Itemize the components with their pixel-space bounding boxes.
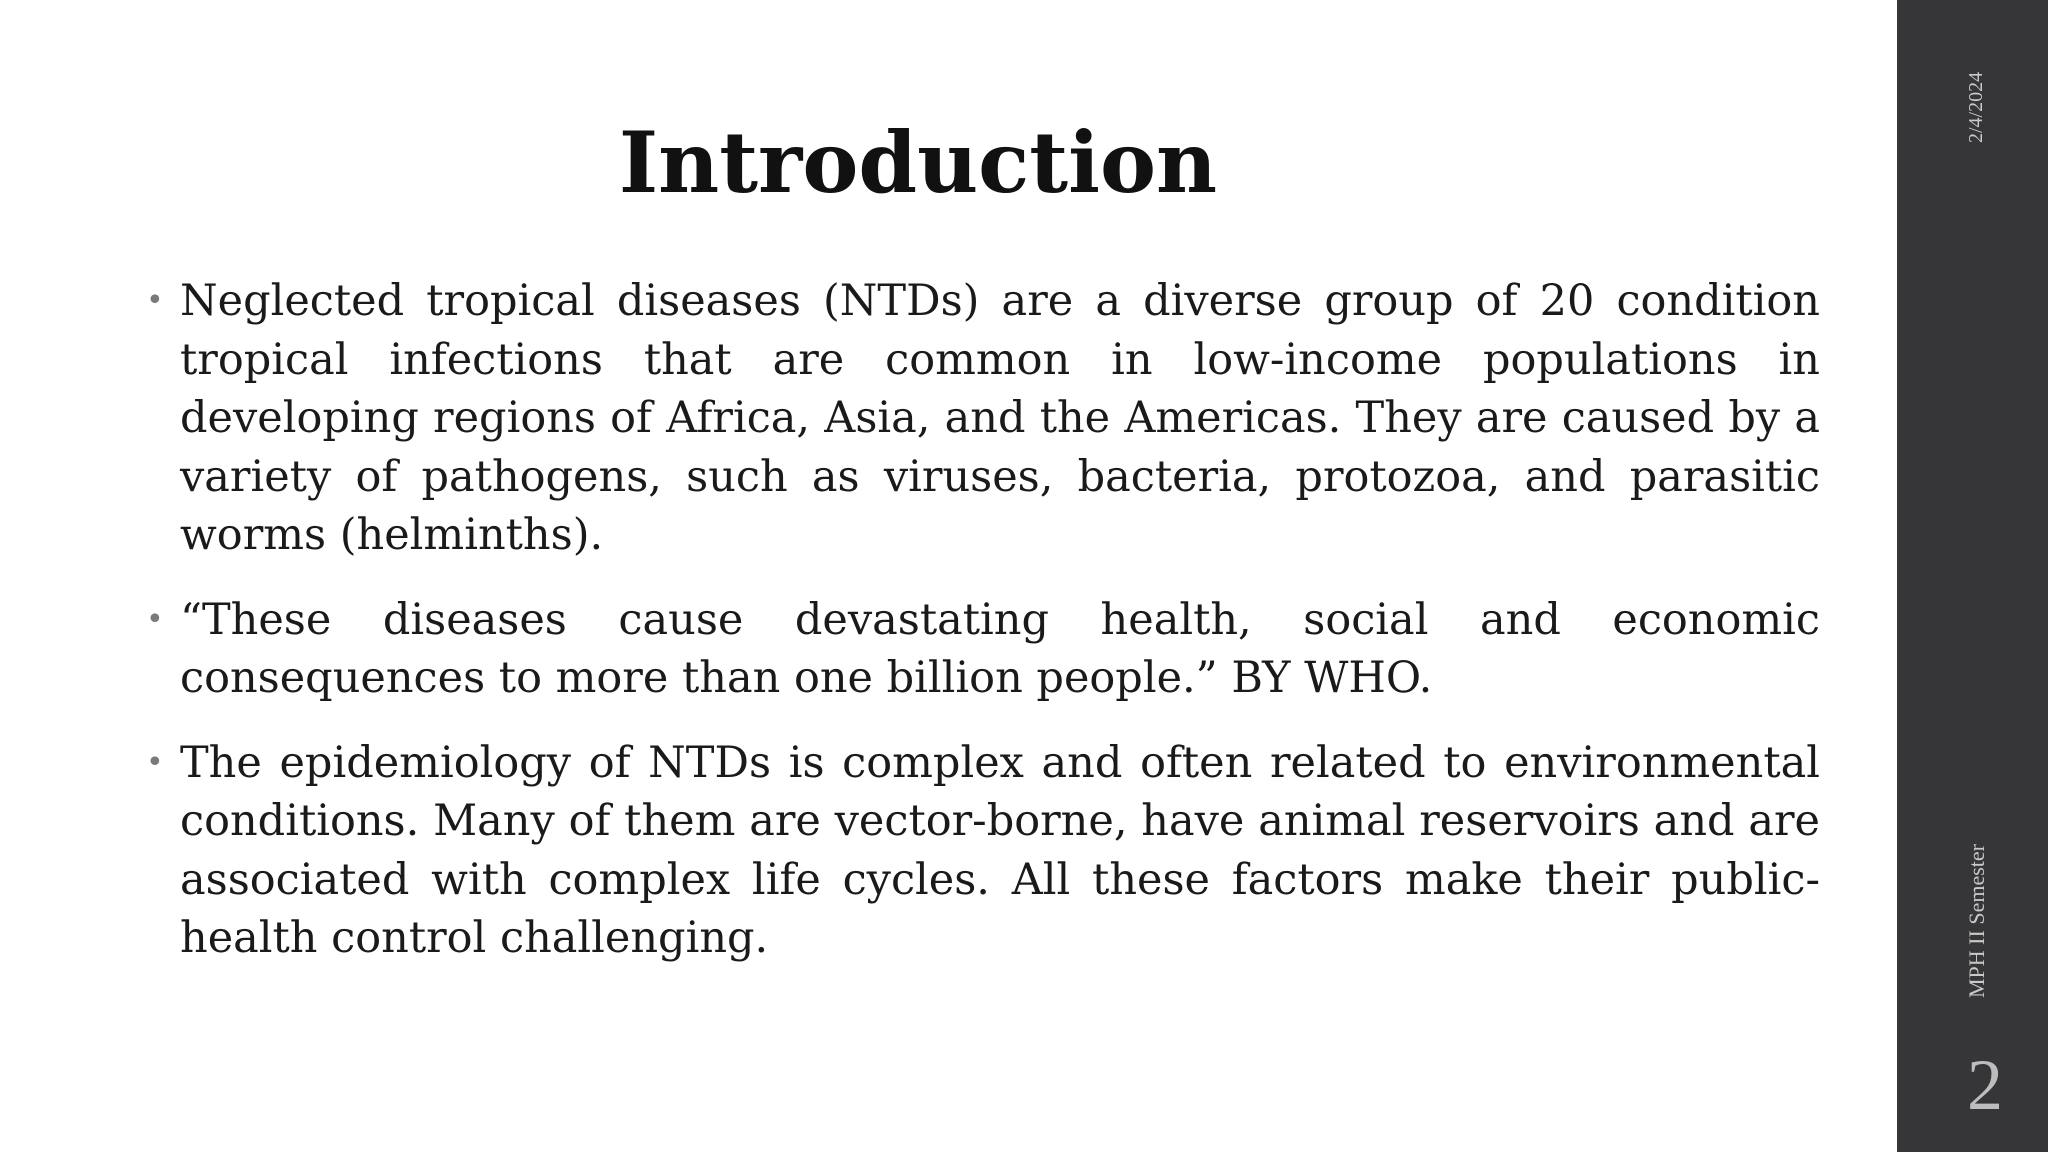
bullet-text: Neglected tropical diseases (NTDs) are a diverse group of 20 condition tropical infections that are common in low-income populations in developing regions of Africa, Asia, and the Americas. They are caused by a variety of pathogens, such as viruses, bacteria, protozoa, and parasitic worms (helminths). — [180, 276, 1820, 560]
slide-date: 2/4/2024 — [1965, 71, 1987, 143]
slide-title: Introduction — [618, 113, 1218, 212]
bullet-list — [146, 272, 1820, 994]
bullet-marker: • — [146, 744, 164, 780]
bullet-item-2 — [146, 591, 1820, 708]
bullet-marker: • — [146, 283, 164, 318]
slide-footer: MPH II Semester — [1964, 844, 1989, 998]
slide-number: 2 — [1967, 1045, 2003, 1125]
bullet-item-1 — [146, 272, 1820, 565]
bullet-marker: • — [146, 601, 164, 637]
bullet-text: “These diseases cause devastating health, social and economic consequences to more than one billion people.” BY WHO. — [180, 594, 1820, 703]
bullet-text: The epidemiology of NTDs is complex and often related to environmental conditions. Many of them are vector-borne, have animal reservoirs and are associated with complex life cycles. All these factors make their public-health control challenging. — [180, 737, 1820, 963]
bullet-item-3 — [146, 734, 1820, 968]
